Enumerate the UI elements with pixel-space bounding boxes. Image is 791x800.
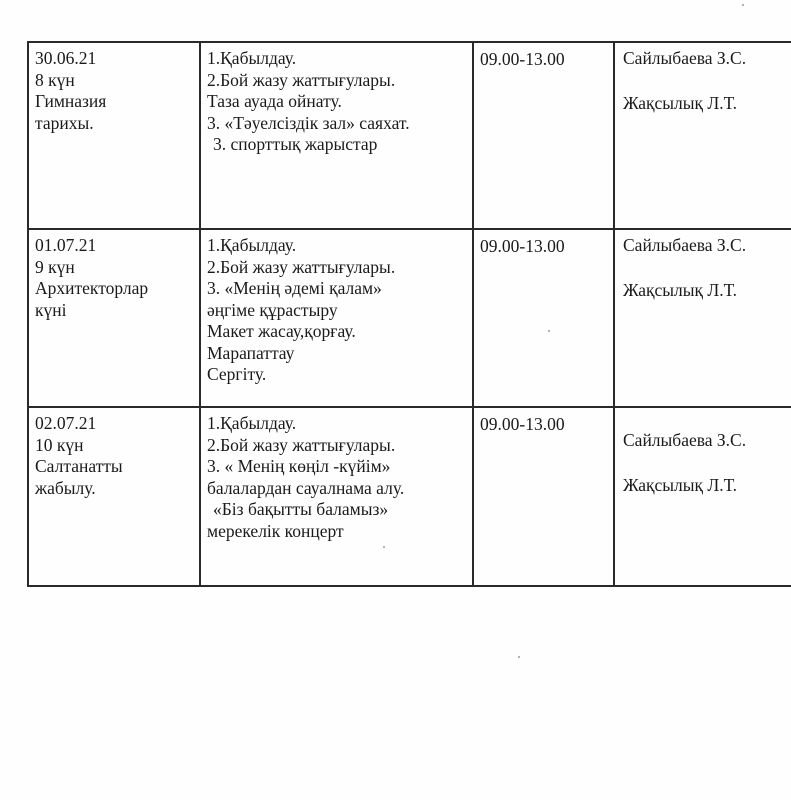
- activity-item: әңгіме құрастыру: [207, 299, 338, 320]
- responsible-name: Жақсылық Л.Т.: [623, 279, 737, 300]
- scan-speck: [742, 4, 744, 6]
- day-cell: [28, 229, 200, 407]
- responsible-cell: [614, 229, 791, 407]
- activity-item: мерекелік концерт: [207, 520, 344, 541]
- day-number-text: 8 күн: [35, 69, 75, 90]
- activity-item: 3. спорттық жарыстар: [213, 134, 378, 154]
- activity-item: Макет жасау,қорғау.: [207, 321, 356, 341]
- responsible-name: Жақсылық Л.Т.: [623, 474, 737, 495]
- day-cell: [28, 407, 200, 586]
- activities-cell: [200, 229, 473, 407]
- activity-item: 3. « Менің көңіл -күйім»: [207, 456, 391, 476]
- activity-item: «Біз бақытты баламыз»: [213, 499, 389, 519]
- activity-item: 3. «Тәуелсіздік зал» саяхат.: [207, 112, 410, 133]
- time-cell: [473, 229, 614, 407]
- responsible-name: Жақсылық Л.Т.: [623, 92, 737, 113]
- responsible-name: Сайлыбаева З.С.: [623, 430, 747, 450]
- responsible-cell: [614, 407, 791, 586]
- date-text: 30.06.21: [35, 48, 97, 68]
- activity-item: балалардан сауалнама алу.: [207, 477, 405, 498]
- day-theme-text: тарихы.: [35, 112, 94, 133]
- time-text: 09.00-13.00: [480, 414, 565, 434]
- activity-item: 1.Қабылдау.: [207, 48, 297, 68]
- scan-speck: [548, 330, 550, 332]
- time-cell: [473, 407, 614, 586]
- date-text: 02.07.21: [35, 413, 97, 433]
- table-row: [28, 42, 791, 229]
- day-theme-text: күні: [35, 299, 67, 320]
- activity-item: Марапаттау: [207, 342, 295, 363]
- scan-speck: [518, 656, 520, 658]
- day-cell: [28, 42, 200, 229]
- activity-item: 2.Бой жазу жаттығулары.: [207, 256, 396, 277]
- day-theme-text: Салтанатты: [35, 456, 123, 476]
- activity-item: 2.Бой жазу жаттығулары.: [207, 69, 396, 90]
- table-row: [28, 407, 791, 586]
- activity-item: Таза ауада ойнату.: [207, 91, 342, 111]
- table-row: [28, 229, 791, 407]
- activity-item: 2.Бой жазу жаттығулары.: [207, 434, 396, 455]
- activities-cell: [200, 407, 473, 586]
- day-theme-text: жабылу.: [35, 477, 96, 498]
- responsible-name: Сайлыбаева З.С.: [623, 235, 747, 255]
- activity-item: 1.Қабылдау.: [207, 235, 297, 255]
- time-text: 09.00-13.00: [480, 236, 565, 256]
- activities-cell: [200, 42, 473, 229]
- date-text: 01.07.21: [35, 235, 97, 255]
- activity-item: 3. «Менің әдемі қалам»: [207, 278, 382, 298]
- time-text: 09.00-13.00: [480, 49, 565, 69]
- activity-item: 1.Қабылдау.: [207, 413, 297, 433]
- scan-speck: [383, 546, 385, 548]
- activity-item: Сергіту.: [207, 364, 267, 384]
- time-cell: [473, 42, 614, 229]
- day-theme-text: Гимназия: [35, 91, 107, 111]
- responsible-name: Сайлыбаева З.С.: [623, 48, 747, 68]
- day-number-text: 10 күн: [35, 434, 84, 455]
- camp-schedule-table: [27, 41, 791, 587]
- responsible-cell: [614, 42, 791, 229]
- day-number-text: 9 күн: [35, 256, 75, 277]
- day-theme-text: Архитекторлар: [35, 278, 149, 298]
